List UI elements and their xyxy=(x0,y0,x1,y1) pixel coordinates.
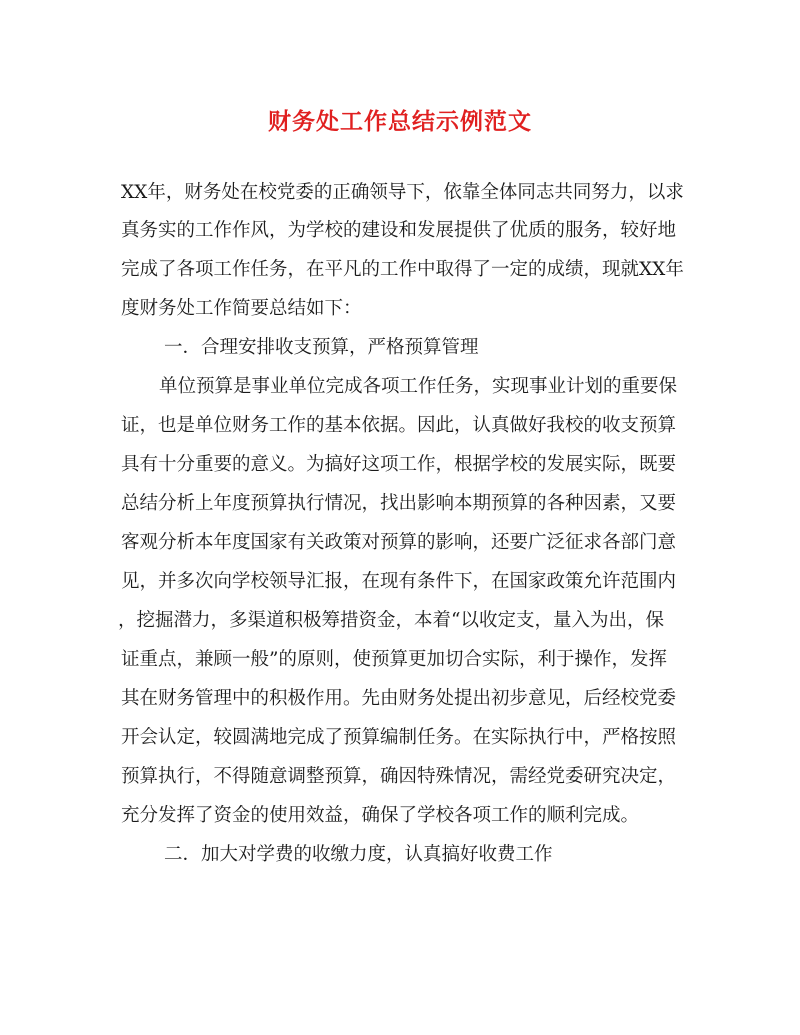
paragraph-1-line-4 xyxy=(0,296,800,322)
paragraph-2-line-4 xyxy=(0,491,800,517)
paragraph-2-line-7 xyxy=(0,608,800,634)
text-line: ，挖掘潜力，多渠道积极筹措资金，本着“以收定支，量入为出，保 xyxy=(118,610,664,631)
text-line: 单位预算是事业单位完成各项工作任务，实现事业计划的重要保 xyxy=(159,376,678,397)
paragraph-2-line-6 xyxy=(0,569,800,595)
paragraph-2-line-9 xyxy=(0,686,800,712)
paragraph-1-line-1 xyxy=(0,180,800,206)
text-line: 客观分析本年度国家有关政策对预算的影响，还要广泛征求各部门意 xyxy=(121,532,677,553)
text-line: 总结分析上年度预算执行情况，找出影响本期预算的各种因素，又要 xyxy=(121,493,677,514)
paragraph-2-line-5 xyxy=(0,530,800,556)
text-line: 见，并多次向学校领导汇报，在现有条件下，在国家政策允许范围内 xyxy=(121,571,677,592)
paragraph-2-line-3 xyxy=(0,452,800,478)
text-line: 真务实的工作作风，为学校的建设和发展提供了优质的服务，较好地 xyxy=(121,220,677,241)
paragraph-2-line-8 xyxy=(0,647,800,673)
text-line: 其在财务管理中的积极作用。先由财务处提出初步意见，后经校党委 xyxy=(121,688,677,709)
text-line: 开会认定，较圆满地完成了预算编制任务。在实际执行中，严格按照 xyxy=(121,727,677,748)
paragraph-2-line-1 xyxy=(0,374,800,400)
section-1-heading xyxy=(0,335,800,361)
paragraph-1-line-2 xyxy=(0,218,800,244)
section-2-heading xyxy=(0,842,800,868)
text-line: 充分发挥了资金的使用效益，确保了学校各项工作的顺利完成。 xyxy=(121,805,640,826)
paragraph-1-line-3 xyxy=(0,257,800,283)
text-line: XX年，财务处在校党委的正确领导下，依靠全体同志共同努力，以求 xyxy=(121,182,684,203)
text-line: 度财务处工作简要总结如下： xyxy=(121,298,362,319)
section-heading-text: 二．加大对学费的收缴力度，认真搞好收费工作 xyxy=(164,844,553,865)
document-title: 财务处工作总结示例范文 xyxy=(268,108,532,135)
text-line: 完成了各项工作任务，在平凡的工作中取得了一定的成绩，现就XX年 xyxy=(121,259,684,280)
paragraph-2-line-2 xyxy=(0,413,800,439)
section-heading-text: 一．合理安排收支预算，严格预算管理 xyxy=(164,337,479,358)
paragraph-2-line-11 xyxy=(0,764,800,790)
paragraph-2-line-10 xyxy=(0,725,800,751)
text-line: 证，也是单位财务工作的基本依据。因此，认真做好我校的收支预算 xyxy=(121,415,677,436)
text-line: 具有十分重要的意义。为搞好这项工作，根据学校的发展实际，既要 xyxy=(121,454,677,475)
text-line: 预算执行，不得随意调整预算，确因特殊情况，需经党委研究决定， xyxy=(121,766,677,787)
paragraph-2-line-12 xyxy=(0,803,800,829)
text-line: 证重点，兼顾一般”的原则，使预算更加切合实际，利于操作，发挥 xyxy=(121,649,667,670)
